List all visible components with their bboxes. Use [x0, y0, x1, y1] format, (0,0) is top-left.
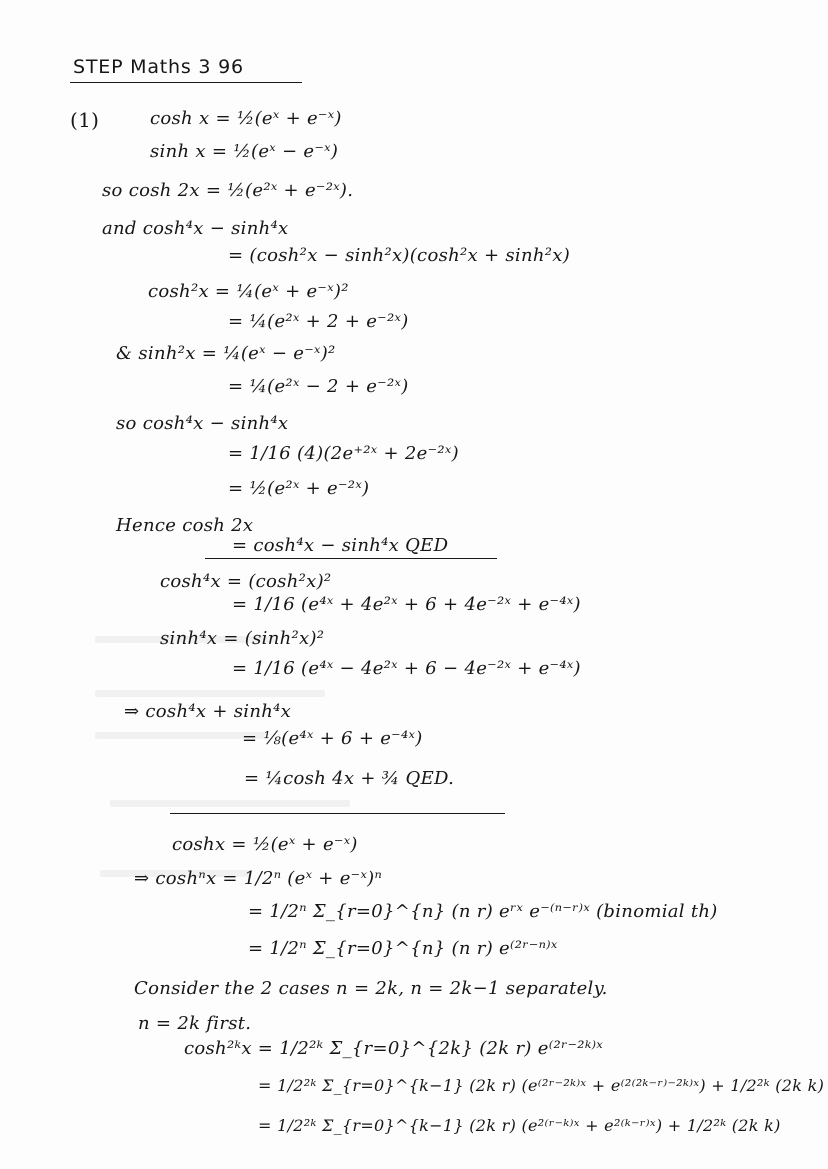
section-divider — [170, 813, 505, 814]
header-underline — [70, 82, 302, 83]
line-coshx: coshx = ½(eˣ + e⁻ˣ) — [172, 834, 358, 855]
line-eighth: = ⅛(e⁴ˣ + 6 + e⁻⁴ˣ) — [242, 728, 423, 749]
line-half: = ½(e²ˣ + e⁻²ˣ) — [228, 478, 370, 499]
line-cosh2x: so cosh 2x = ½(e²ˣ + e⁻²ˣ). — [102, 180, 354, 201]
line-sinh-sq: & sinh²x = ¼(eˣ − e⁻ˣ)² — [116, 343, 336, 364]
question-number: (1) — [70, 108, 100, 132]
bleed-through-mark — [95, 690, 325, 697]
line-binomial-simplified: = 1/2ⁿ Σ_{r=0}^{n} (n r) e⁽²ʳ⁻ⁿ⁾ˣ — [248, 938, 558, 959]
qed-underline — [205, 558, 497, 559]
line-cosh2k-final: = 1/2²ᵏ Σ_{r=0}^{k−1} (2k r) (e²⁽ʳ⁻ᵏ⁾ˣ + e²⁽ᵏ⁻ʳ⁾ˣ) + 1/2²ᵏ (2k k) — [258, 1116, 781, 1135]
line-cosh-sq-expand: = ¼(e²ˣ + 2 + e⁻²ˣ) — [228, 311, 409, 332]
line-cosh4: cosh⁴x = (cosh²x)² — [160, 571, 332, 592]
line-and: and cosh⁴x − sinh⁴x — [102, 218, 289, 239]
line-sinh4: sinh⁴x = (sinh²x)² — [160, 628, 325, 649]
bleed-through-mark — [95, 732, 265, 739]
line-cosh2k-split: = 1/2²ᵏ Σ_{r=0}^{k−1} (2k r) (e⁽²ʳ⁻²ᵏ⁾ˣ + e⁽²⁽²ᵏ⁻ʳ⁾⁻²ᵏ⁾ˣ) + 1/2²ᵏ (2k k) — [258, 1076, 825, 1095]
line-sinh-sq-expand: = ¼(e²ˣ − 2 + e⁻²ˣ) — [228, 376, 409, 397]
line-even-case: n = 2k first. — [138, 1013, 252, 1034]
line-coshn: ⇒ coshⁿx = 1/2ⁿ (eˣ + e⁻ˣ)ⁿ — [134, 868, 383, 889]
line-consider-cases: Consider the 2 cases n = 2k, n = 2k−1 separately. — [134, 978, 608, 999]
line-qed-1: = cosh⁴x − sinh⁴x QED — [232, 535, 449, 556]
line-factorise: = (cosh²x − sinh²x)(cosh²x + sinh²x) — [228, 245, 571, 266]
page-header: STEP Maths 3 96 — [73, 56, 244, 78]
line-so: so cosh⁴x − sinh⁴x — [116, 413, 289, 434]
line-qed-2: = ¼cosh 4x + ¾ QED. — [244, 768, 455, 789]
line-sinh-def: sinh x = ½(eˣ − e⁻ˣ) — [150, 141, 339, 162]
line-sinh4-expand: = 1/16 (e⁴ˣ − 4e²ˣ + 6 − 4e⁻²ˣ + e⁻⁴ˣ) — [232, 658, 581, 679]
line-cosh-def: cosh x = ½(eˣ + e⁻ˣ) — [150, 108, 342, 129]
line-cosh-sq: cosh²x = ¼(eˣ + e⁻ˣ)² — [148, 281, 349, 302]
bleed-through-mark — [110, 800, 350, 807]
line-cosh2k: cosh²ᵏx = 1/2²ᵏ Σ_{r=0}^{2k} (2k r) e⁽²ʳ⁻²ᵏ⁾ˣ — [184, 1038, 604, 1059]
line-binomial: = 1/2ⁿ Σ_{r=0}^{n} (n r) eʳˣ e⁻⁽ⁿ⁻ʳ⁾ˣ (binomial th) — [248, 901, 718, 922]
line-sixteenth: = 1/16 (4)(2e⁺²ˣ + 2e⁻²ˣ) — [228, 443, 459, 464]
line-cosh4-expand: = 1/16 (e⁴ˣ + 4e²ˣ + 6 + 4e⁻²ˣ + e⁻⁴ˣ) — [232, 594, 581, 615]
line-hence: Hence cosh 2x — [116, 515, 254, 536]
line-implies-sum: ⇒ cosh⁴x + sinh⁴x — [124, 701, 292, 722]
